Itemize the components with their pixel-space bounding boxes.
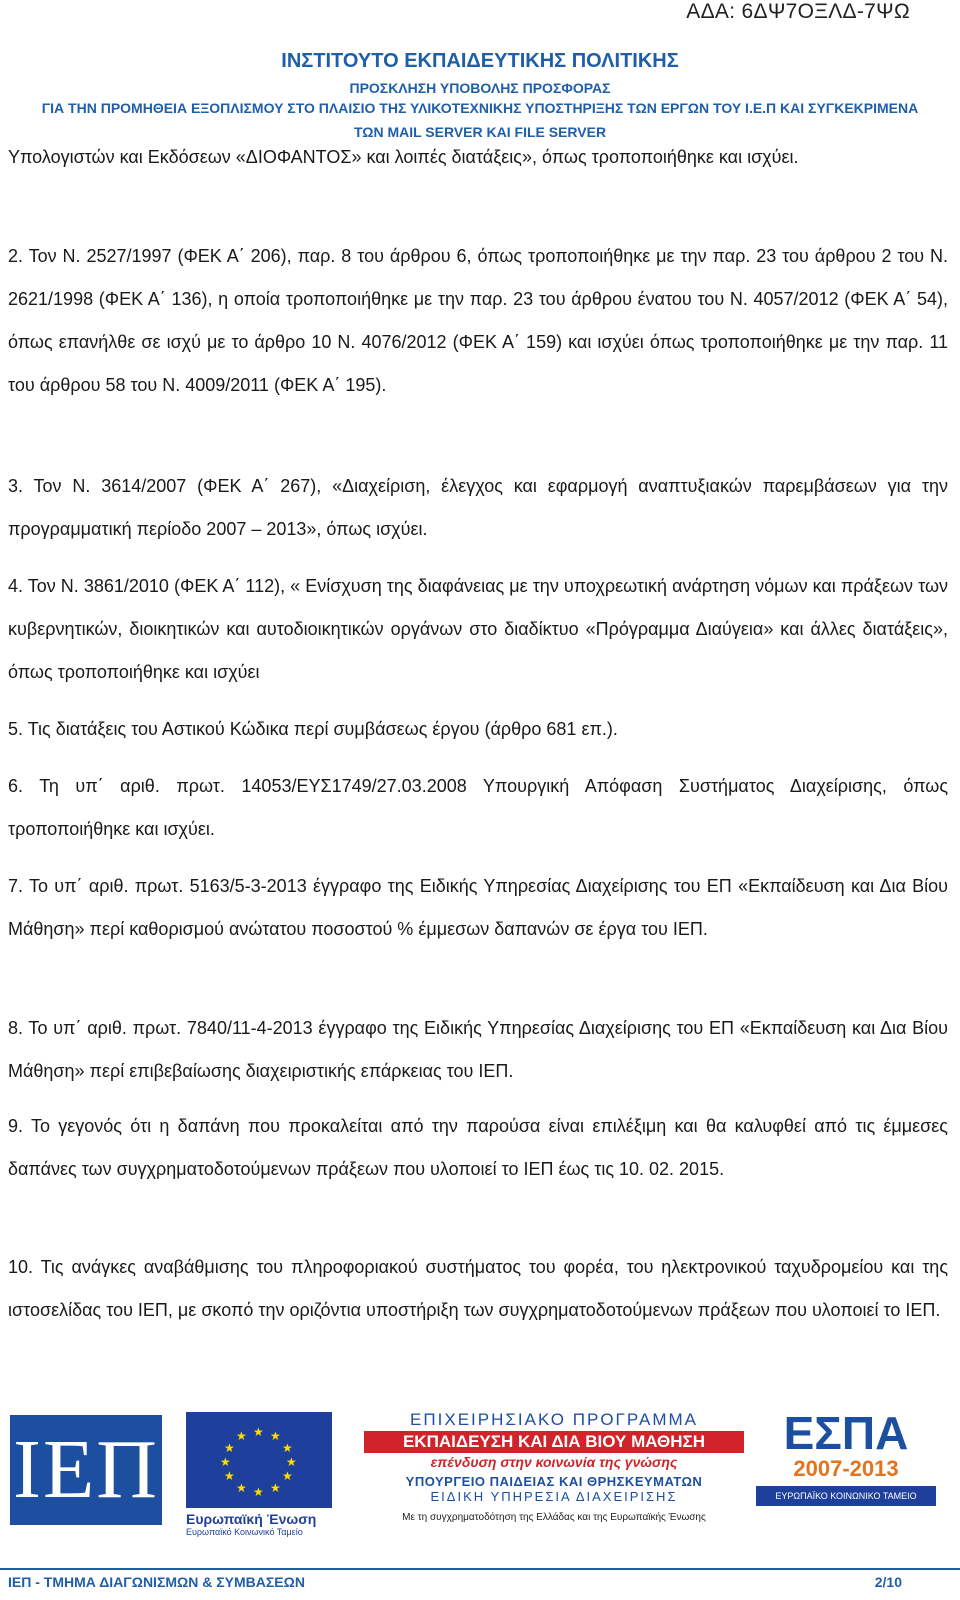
paragraph-2: 2. Τον Ν. 2527/1997 (ΦΕΚ Α΄ 206), παρ. 8 του άρθρου 6, όπως τροποποιήθηκε με την παρ. 23 του άρθρου 2 του Ν. 2621/1998 (ΦΕΚ Α΄ 136), η οποία τροποποιήθηκε με την παρ. 23 του άρθρου ένατου του Ν. 4057/2012 (ΦΕΚ Α΄ 54), όπως επανήλθε σε ισχύ με το άρθρο 10 Ν. 4076/2012 (ΦΕΚ Α΄ 159) και ισχύει όπως τροποποιήθηκε με την παρ. 11 του άρθρου 58 του Ν. 4009/2011 (ΦΕΚ Α΄ 195). <box>8 246 948 395</box>
eu-name: Ευρωπαϊκή Ένωση <box>186 1511 317 1527</box>
paragraph-10: 10. Τις ανάγκες αναβάθμισης του πληροφοριακού συστήματος του φορέα, του ηλεκτρονικού ταχυδρομείου και της ιστοσελίδας του ΙΕΠ, με σκοπό την οριζόντια υποστήριξη των συγχρηματοδοτούμενων πράξεων που υλοποιεί το ΙΕΠ. <box>8 1257 948 1320</box>
logo-strip <box>0 1407 960 1550</box>
cofinance-note: Με τη συγχρηματοδότηση της Ελλάδας και της Ευρωπαϊκής Ένωσης <box>402 1512 706 1523</box>
header-institute: ΙΝΣΤΙΤΟΥΤΟ ΕΚΠΑΙΔΕΥΤΙΚΗΣ ΠΟΛΙΤΙΚΗΣ <box>281 50 679 72</box>
header-subject-line1: ΓΙΑ ΤΗΝ ΠΡΟΜΗΘΕΙΑ ΕΞΟΠΛΙΣΜΟΥ ΣΤΟ ΠΛΑΙΣΙΟ ΤΗΣ ΥΛΙΚΟΤΕΧΝΙΚΗΣ ΥΠΟΣΤΗΡΙΞΗΣ ΤΩΝ ΕΡΓΩΝ ΤΟΥ Ι.Ε.Π ΚΑΙ ΣΥΓΚΕΚΡΙΜΕΝΑ <box>41 100 919 116</box>
iep-logo: ΙΕΠ <box>10 1415 162 1525</box>
op-title: ΕΠΙΧΕΙΡΗΣΙΑΚΟ ΠΡΟΓΡΑΜΜΑ <box>410 1410 698 1429</box>
ada-code: ΑΔΑ: 6ΔΨ7ΟΞΛΔ-7ΨΩ <box>686 0 910 23</box>
espa-title: ΕΣΠΑ <box>783 1407 909 1459</box>
op-slogan: επένδυση στην κοινωνία της γνώσης <box>430 1454 678 1470</box>
eu-fund: Ευρωπαϊκό Κοινωνικό Ταμείο <box>186 1527 303 1537</box>
espa-years: 2007-2013 <box>793 1456 899 1481</box>
paragraph-top: Υπολογιστών και Εκδόσεων «ΔΙΟΦΑΝΤΟΣ» και λοιπές διατάξεις», όπως τροποποιήθηκε και ισχύει. <box>8 147 799 167</box>
header-call: ΠΡΟΣΚΛΗΣΗ ΥΠΟΒΟΛΗΣ ΠΡΟΣΦΟΡΑΣ <box>349 80 611 96</box>
ministry-name: ΥΠΟΥΡΓΕΙΟ ΠΑΙΔΕΙΑΣ ΚΑΙ ΘΡΗΣΚΕΥΜΑΤΩΝ <box>405 1474 703 1489</box>
paragraph-9: 9. Το γεγονός ότι η δαπάνη που προκαλείται από την παρούσα είναι επιλέξιμη και θα καλυφθεί από τις έμμεσες δαπάνες των συγχρηματοδοτούμενων πράξεων που υλοποιεί το ΙΕΠ έως τις 10. 02. 2015. <box>8 1116 948 1179</box>
paragraph-3: 3. Τον Ν. 3614/2007 (ΦΕΚ Α΄ 267), «Διαχείριση, έλεγχος και εφαρμογή αναπτυξιακών παρεμβάσεων για την προγραμματική περίοδο 2007 – 2013», όπως ισχύει. <box>8 476 948 539</box>
footer-department: ΙΕΠ - ΤΜΗΜΑ ΔΙΑΓΩΝΙΣΜΩΝ & ΣΥΜΒΑΣΕΩΝ <box>8 1574 305 1590</box>
paragraph-5: 5. Τις διατάξεις του Αστικού Κώδικα περί συμβάσεως έργου (άρθρο 681 επ.). <box>8 719 618 739</box>
paragraph-7: 7. Το υπ΄ αριθ. πρωτ. 5163/5-3-2013 έγγραφο της Ειδικής Υπηρεσίας Διαχείρισης του ΕΠ «Εκπαίδευση και Δια Βίου Μάθηση» περί καθορισμού ανώτατου ποσοστού % έμμεσων δαπανών σε έργα του ΙΕΠ. <box>8 876 948 939</box>
header-subject-line2: ΤΩΝ MAIL SERVER KAI FILE SERVER <box>353 124 607 140</box>
espa-logo <box>756 1407 936 1506</box>
op-logo <box>364 1410 744 1523</box>
footer-divider <box>0 1568 960 1570</box>
managing-authority: ΕΙΔΙΚΗ ΥΠΗΡΕΣΙΑ ΔΙΑΧΕΙΡΙΣΗΣ <box>430 1489 678 1504</box>
espa-fund: ΕΥΡΩΠΑΪΚΟ ΚΟΙΝΩΝΙΚΟ ΤΑΜΕΙΟ <box>756 1486 936 1506</box>
paragraph-4: 4. Τον Ν. 3861/2010 (ΦΕΚ Α΄ 112), « Ενίσχυση της διαφάνειας με την υποχρεωτική ανάρτηση νόμων και πράξεων των κυβερνητικών, διοικητικών και αυτοδιοικητικών οργάνων στο διαδίκτυο «Πρόγραμμα Διαύγεια» και άλλες διατάξεις», όπως τροποποιήθηκε και ισχύει <box>8 576 948 682</box>
eu-logo <box>186 1412 341 1537</box>
paragraph-6: 6. Τη υπ΄ αριθ. πρωτ. 14053/ΕΥΣ1749/27.03.2008 Υπουργική Απόφαση Συστήματος Διαχείρισης, όπως τροποποιήθηκε και ισχύει. <box>8 776 948 839</box>
eu-flag-icon: ★ ★ ★ ★ ★ ★ ★ ★ ★ ★ ★ ★ <box>186 1412 332 1508</box>
op-name: ΕΚΠΑΙΔΕΥΣΗ ΚΑΙ ΔΙΑ ΒΙΟΥ ΜΑΘΗΣΗ <box>364 1431 744 1453</box>
footer-page-number: 2/10 <box>874 1574 902 1590</box>
paragraph-8: 8. Το υπ΄ αριθ. πρωτ. 7840/11-4-2013 έγγραφο της Ειδικής Υπηρεσίας Διαχείρισης του ΕΠ «Εκπαίδευση και Δια Βίου Μάθηση» περί επιβεβαίωσης διαχειριστικής επάρκειας του ΙΕΠ. <box>8 1018 948 1081</box>
